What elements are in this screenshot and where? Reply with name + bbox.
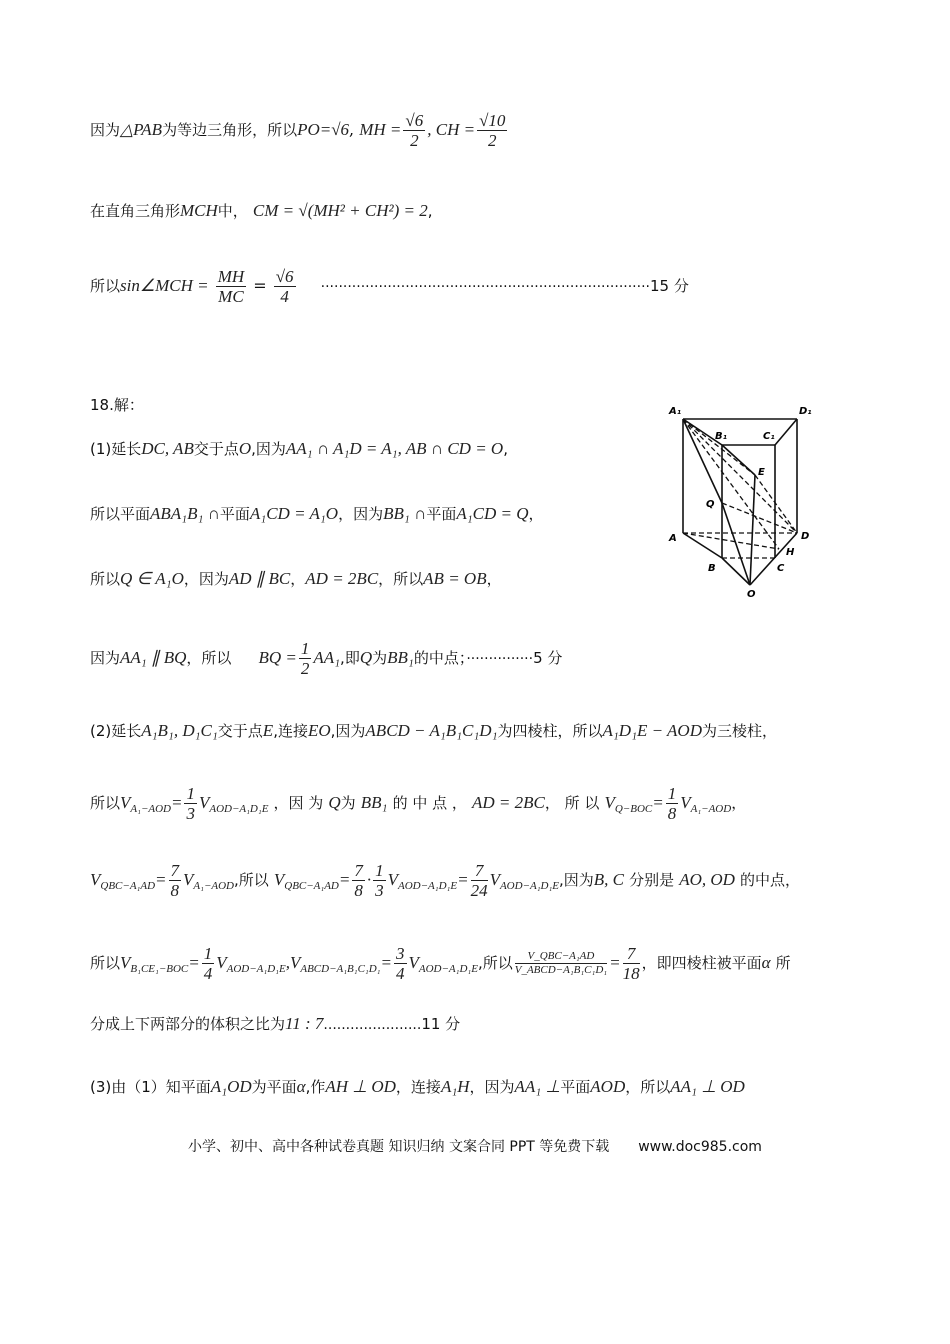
s2-line1: (2)延长A₁B₁, D₁C₁交于点E,连接EO,因为ABCD − A₁B₁C₁D₁为四棱柱，所以A₁D₁E − AOD为三棱柱， (90, 721, 777, 740)
edge-Q-O (722, 503, 750, 585)
label-C1: C₁ (763, 431, 775, 442)
s3-line1: (3)由（1）知平面A₁OD为平面α,作AH ⊥ OD，连接A₁H，因为AA₁ ⊥平面AOD，所以AA₁ ⊥ OD (90, 1077, 745, 1096)
score: 15 分 (649, 277, 689, 295)
fraction: $\frac{√6}{4}$ (275, 267, 294, 306)
label-A1: A₁ (669, 406, 682, 417)
line-p1: 因为△PAB为等边三角形，所以PO=√6, MH = $\frac{√6}{2}$ , CH = $\frac{√10}{2}$ (90, 111, 506, 150)
math: sin∠MCH = (120, 276, 209, 295)
dashed-A1-D (683, 419, 797, 533)
math: , CH = (427, 120, 476, 139)
math: MCH (180, 201, 218, 220)
label-C: C (777, 563, 785, 574)
line-p2 (90, 202, 433, 219)
s1-line3: 所以Q ∈ A₁O，因为AD ∥ BC，AD = 2BC，所以AB = OB， (90, 569, 502, 588)
s1-line4: 因为AA₁ ∥ BQ，所以 BQ = $\frac{1}{2}$ AA₁,即Q为BB₁的中点；···············5 分 (90, 639, 563, 678)
label-Q: Q (706, 499, 715, 510)
s2-line5: 分成上下两部分的体积之比为11 : 7......................11 分 (90, 1014, 461, 1033)
s1-line2: 所以平面ABA₁B₁ ∩平面A₁CD = A₁O，因为BB₁ ∩平面A₁CD = Q， (90, 504, 544, 523)
s1-line1: (1)延长DC, AB交于点O,因为AA₁ ∩ A₁D = A₁, AB ∩ CD = O, (90, 439, 508, 458)
fraction: $\frac{√6}{2}$ (405, 111, 424, 150)
label-D: D (801, 531, 810, 542)
s2-line4: 所以$V_{B_1CE_1-BOC}=$ $\frac{1}{4}$ $V_{AOD-A_1D_1E},V_{ABCD-A_1B_1C_1D_1}=$ $\frac{3}{4}$ $V_{AOD-A_1D_1E}$,所以 $\frac{\text{V\_QBC−A₁AD}}{\text{V\_ABCD−A₁B₁C₁D₁}}$ = $\frac{7}{18}$ ，即四棱柱被平面α 所 (90, 944, 791, 983)
label-D1: D₁ (799, 406, 812, 417)
dashed-A-H (683, 533, 779, 549)
text: 所以 (90, 277, 121, 295)
edge-D-O (750, 533, 797, 585)
label-B: B (708, 563, 716, 574)
text: 中， (217, 202, 248, 220)
dots: ·········································································· (320, 279, 650, 295)
edge-D1-C1 (775, 419, 797, 445)
label-H: H (786, 547, 795, 558)
dashed-A1-E (683, 419, 755, 475)
fraction: $\frac{√10}{2}$ (479, 111, 506, 150)
s2-line3: $V_{QBC-A_1AD}=$ $\frac{7}{8}$ $V_{A_1-AOD}$,所以 $V_{QBC-A_1AD}=$ $\frac{7}{8}$ · $\frac{1}{3}$ $V_{AOD-A_1D_1E}=$ $\frac{7}{24}$ $V_{AOD-A_1D_1E}$,因为B, C 分别是 AO, OD 的中点， (90, 861, 801, 900)
label-O: O (747, 589, 756, 598)
question-title: 18.解： (90, 396, 144, 414)
label-E: E (758, 467, 765, 478)
fraction: $\frac{MH}{MC}$ (217, 267, 245, 306)
text: , (427, 202, 433, 220)
prism-figure (665, 403, 815, 598)
footer-text: 小学、初中、高中各种试卷真题 知识归纳 文案合同 PPT 等免费下载 (188, 1139, 610, 1155)
edge-E-O (750, 475, 755, 585)
text: 为等边三角形，所以 (162, 121, 298, 139)
math: MH = (359, 120, 402, 139)
math: △PAB (120, 120, 163, 139)
text: 在直角三角形 (90, 202, 181, 220)
label-B1: B₁ (715, 431, 728, 442)
math: PO=√6 (297, 120, 350, 139)
s2-line2: 所以$V_{A_1-AOD}=$ $\frac{1}{3}$ $V_{AOD-A_1D_1E}$ ，因 为 Q为 BB₁ 的 中 点 ， AD = 2BC， 所 以 $V_{Q-BOC}=$ $\frac{1}{8}$ $V_{A_1-AOD}$， (90, 784, 747, 823)
footer (0, 1136, 950, 1156)
line-p3: 所以sin∠MCH = $\frac{MH}{MC}$ = $\frac{√6}{4}$ ··········································································15 分 (90, 267, 689, 306)
label-A: A (669, 533, 677, 544)
text: 因为 (90, 121, 121, 139)
math: CM = √(MH² + CH²) = 2 (252, 201, 428, 220)
footer-link[interactable]: www.doc985.com (638, 1139, 762, 1155)
